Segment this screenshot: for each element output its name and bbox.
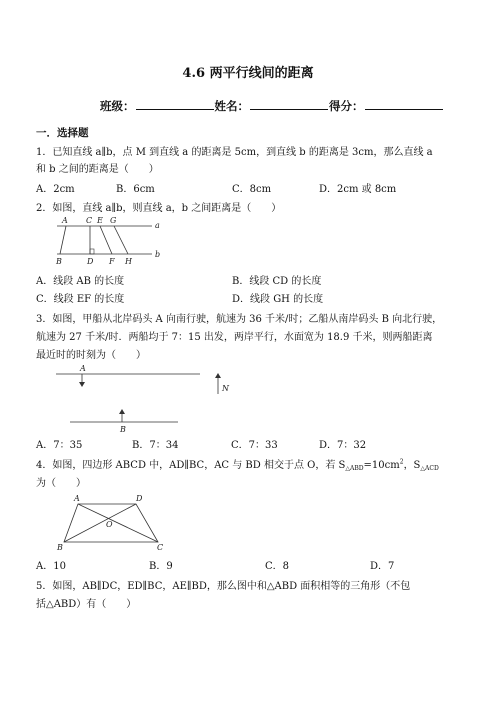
label-point-d: D bbox=[136, 494, 143, 503]
q4-sup-2: 2 bbox=[399, 458, 404, 466]
student-info-line bbox=[100, 98, 444, 114]
q1-line2: 和 b 之间的距离是（ ） bbox=[36, 164, 159, 175]
label-point-a: A bbox=[74, 494, 80, 503]
q2-figure bbox=[52, 214, 162, 270]
label-point-b: B bbox=[57, 543, 63, 552]
q3-line3: 最近时的时刻为（ ） bbox=[36, 350, 146, 361]
label-north: N bbox=[222, 384, 229, 393]
q1-option-a[interactable]: A．2cm bbox=[36, 184, 75, 195]
q3-option-b[interactable]: B．7：34 bbox=[132, 440, 179, 451]
q4-line1-part2: =10cm bbox=[363, 460, 400, 471]
label-c-point: C bbox=[86, 216, 93, 225]
q1-option-c[interactable]: C．8cm bbox=[232, 184, 272, 195]
q1-line1: 1．已知直线 a∥b，点 M 到直线 a 的距离是 5cm，到直线 b 的距离是 3cm，那么直线 a bbox=[36, 147, 433, 158]
score-blank[interactable] bbox=[365, 98, 443, 110]
label-h-point: H bbox=[125, 257, 132, 266]
segment-gh bbox=[114, 226, 128, 254]
q2-option-c[interactable]: C．线段 EF 的长度 bbox=[36, 294, 125, 305]
label-point-c: C bbox=[157, 543, 164, 552]
q4-option-b[interactable]: B．9 bbox=[149, 561, 173, 572]
label-a-point: A bbox=[62, 216, 68, 225]
label-b-point: B bbox=[56, 257, 62, 266]
label-dock-a: A bbox=[80, 364, 86, 373]
label-dock-b: B bbox=[120, 425, 126, 434]
name-blank[interactable] bbox=[250, 98, 328, 110]
ship-a-arrowhead bbox=[79, 382, 85, 387]
q4-option-d[interactable]: D．7 bbox=[370, 561, 395, 572]
q2-option-b[interactable]: B．线段 CD 的长度 bbox=[232, 276, 322, 287]
q4-figure bbox=[54, 492, 174, 554]
q4-line1-part3: ，S bbox=[403, 460, 421, 471]
section-heading: 一．选择题 bbox=[36, 127, 89, 139]
class-blank[interactable] bbox=[136, 98, 214, 110]
q5-line2: 括△ABD）有（ ） bbox=[36, 599, 137, 610]
class-label: 班级： bbox=[100, 99, 135, 113]
north-arrowhead bbox=[215, 373, 221, 378]
label-g-point: G bbox=[110, 216, 117, 225]
label-line-a: a bbox=[155, 221, 160, 230]
q5-line1: 5．如图，AB∥DC，ED∥BC，AE∥BD，那么图中和△ABD 面积相等的三角形（不包 bbox=[36, 581, 411, 592]
q2-option-a[interactable]: A．线段 AB 的长度 bbox=[36, 276, 125, 287]
diagonal-bd bbox=[64, 504, 136, 542]
q4-sub-abd: △ABD bbox=[345, 465, 364, 472]
q3-line1: 3．如图，甲船从北岸码头 A 向南行驶，航速为 36 千米/时；乙船从南岸码头 B 向北行驶， bbox=[36, 314, 443, 325]
q4-line2: 为（ ） bbox=[36, 478, 86, 489]
q4-sub-acd: △ACD bbox=[420, 465, 439, 472]
q3-line2: 航速为 27 千米/时．两船均于 7：15 出发，两岸平行，水面宽为 18.9 千米，则两船距离 bbox=[36, 332, 433, 343]
q3-option-c[interactable]: C．7：33 bbox=[231, 440, 278, 451]
q4-option-a[interactable]: A．10 bbox=[36, 561, 66, 572]
q4-line1-part1: 4．如图，四边形 ABCD 中，AD∥BC，AC 与 BD 相交于点 O，若 S bbox=[36, 460, 346, 471]
label-line-b: b bbox=[155, 250, 161, 259]
diagonal-ac bbox=[78, 504, 158, 542]
segment-ab bbox=[60, 226, 66, 254]
q2-option-d[interactable]: D．线段 GH 的长度 bbox=[232, 294, 324, 305]
q3-option-d[interactable]: D．7：32 bbox=[319, 440, 367, 451]
label-f-point: F bbox=[109, 257, 115, 266]
q1-option-d[interactable]: D．2cm 或 8cm bbox=[319, 184, 397, 195]
label-point-o: O bbox=[106, 520, 113, 529]
label-d-point: D bbox=[87, 257, 94, 266]
q4-line1 bbox=[36, 456, 439, 472]
segment-ef bbox=[100, 226, 112, 254]
q2-text: 2．如图，直线 a∥b，则直线 a，b 之间距离是（ ） bbox=[36, 203, 282, 214]
q3-figure bbox=[54, 364, 234, 434]
page-title: 4.6 两平行线间的距离 bbox=[182, 66, 314, 81]
score-label: 得分： bbox=[329, 99, 364, 113]
ship-b-arrowhead bbox=[119, 409, 125, 414]
name-label: 姓名： bbox=[214, 99, 249, 113]
label-e-point: E bbox=[97, 216, 103, 225]
q3-option-a[interactable]: A．7：35 bbox=[36, 440, 83, 451]
q1-option-b[interactable]: B．6cm bbox=[116, 184, 155, 195]
q4-option-c[interactable]: C．8 bbox=[265, 561, 290, 572]
right-angle-mark bbox=[90, 249, 94, 254]
